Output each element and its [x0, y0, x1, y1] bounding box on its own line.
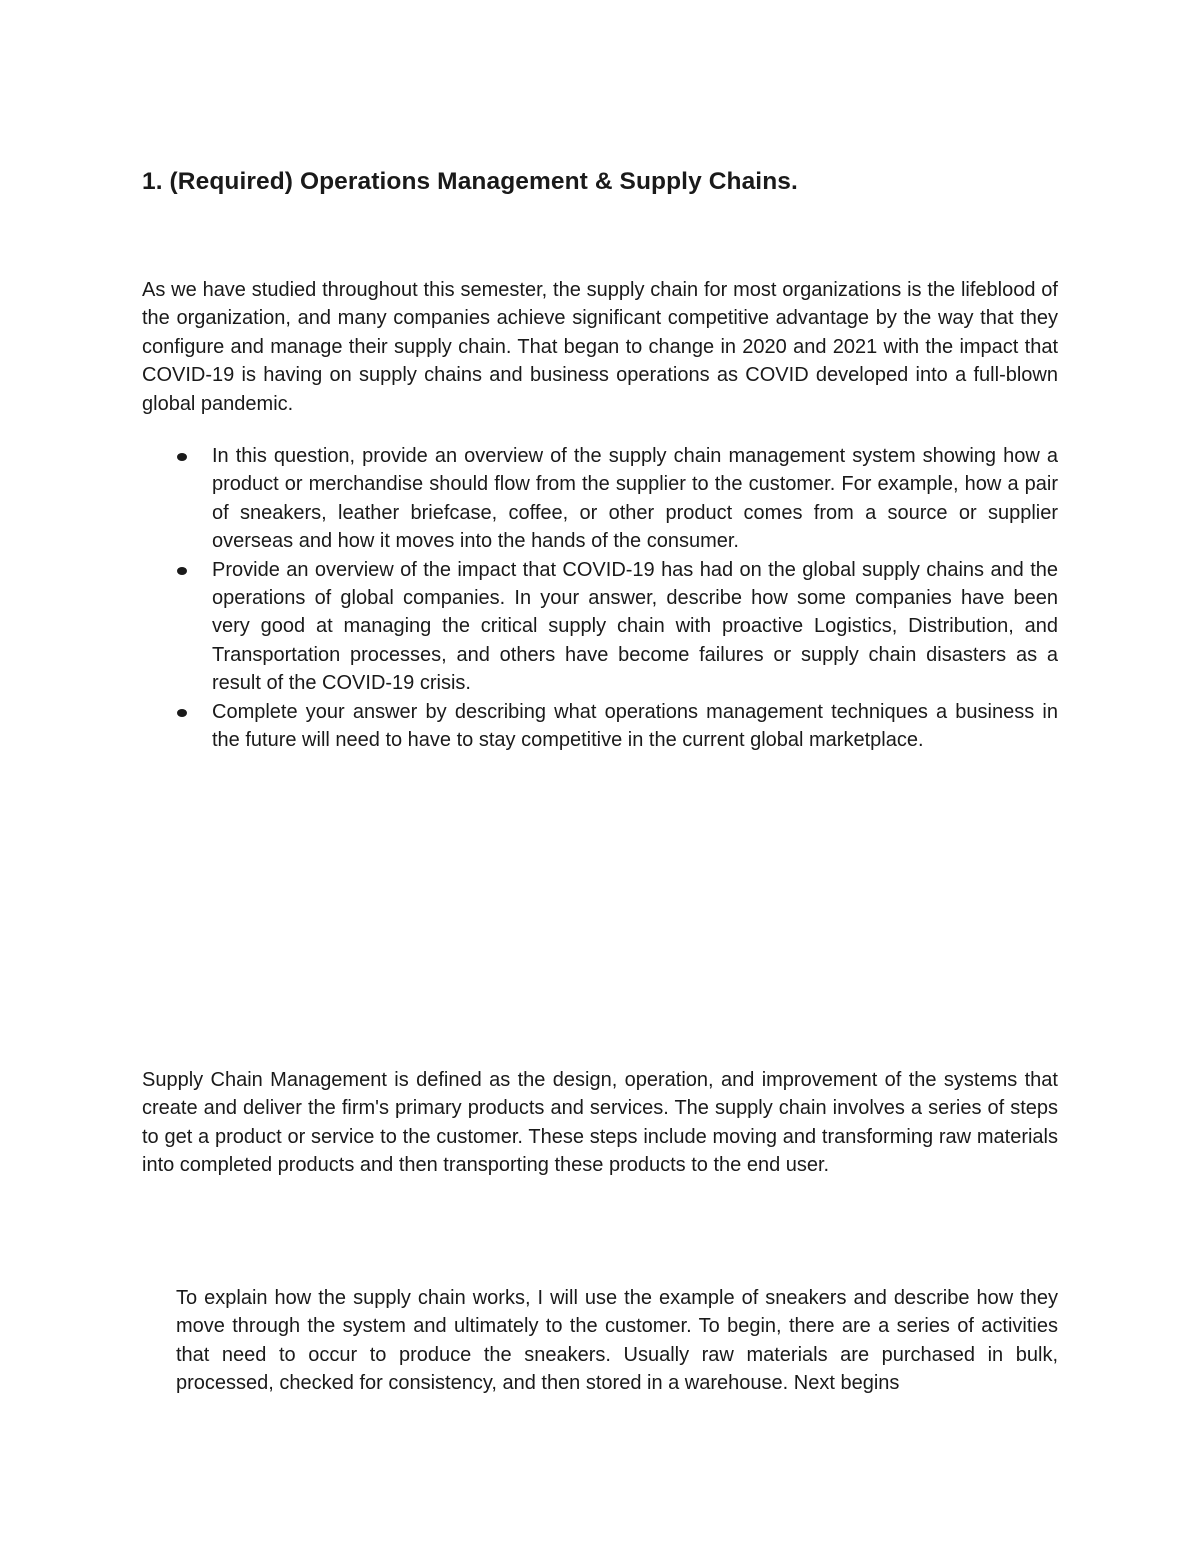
intro-paragraph: As we have studied throughout this semester, the supply chain for most organizations is the lifeblood of the organization, and many companies achieve significant competitive advantage by the way that they configure and manage their supply chain. That began to change in 2020 and 2021 with the impact that COVID-19 is having on supply chains and business operations as COVID developed into a full-blown global pandemic. — [142, 279, 1058, 415]
definition-paragraph: Supply Chain Management is defined as the design, operation, and improvement of the systems that create and deliver the firm's primary products and services. The supply chain involves a series of steps to get a product or service to the customer. These steps include moving and transforming raw materials into completed products and then transporting these products to the end user. — [142, 1069, 1058, 1177]
bullet-text: Provide an overview of the impact that COVID-19 has had on the global supply chains and the operations of global companies. In your answer, describe how some companies have been very good at managing the critical supply chain with proactive Logistics, Distribution, and Transportation processes, and others have become failures or supply chain disasters as a result of the COVID-19 crisis. — [212, 558, 1058, 695]
bullet-item — [212, 442, 1058, 556]
bullet-dot-icon — [177, 567, 187, 575]
bullet-text: In this question, provide an overview of the supply chain management system showing how a product or merchandise should flow from the supplier to the customer. For example, how a pair of sneakers, leather briefcase, coffee, or other product comes from a source or supplier overseas and how it moves into the hands of the consumer. — [212, 445, 1058, 553]
bullet-item — [212, 556, 1058, 698]
bullet-dot-icon — [177, 709, 187, 717]
bullet-dot-icon — [177, 453, 187, 461]
bullet-item — [212, 698, 1058, 755]
question-heading: 1. (Required) Operations Management & Supply Chains. — [142, 168, 798, 195]
example-paragraph: To explain how the supply chain works, I will use the example of sneakers and describe how they move through the system and ultimately to the customer. To begin, there are a series of activities that need to occur to produce the sneakers. Usually raw materials are purchased in bulk, processed, checked for consistency, and then stored in a warehouse. Next begins — [176, 1287, 1058, 1395]
bullet-text: Complete your answer by describing what operations management techniques a business in the future will need to have to stay competitive in the current global marketplace. — [212, 700, 1058, 752]
question-bullet-list — [212, 442, 1058, 754]
